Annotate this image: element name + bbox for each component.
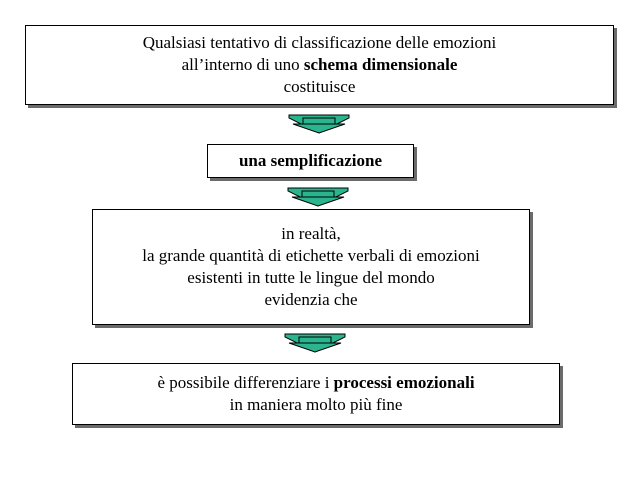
statement-1-line-2	[182, 54, 458, 76]
flow-arrow-3	[283, 333, 347, 353]
statement-1-line-3: costituisce	[283, 77, 356, 96]
statement-3-line-3: esistenti in tutte le lingue del mondo	[187, 268, 435, 287]
flow-arrow-1	[287, 114, 351, 134]
statement-box-1	[25, 25, 614, 105]
statement-2-emphasis: una semplificazione	[238, 151, 383, 170]
statement-3-line-4: evidenzia che	[264, 290, 358, 309]
statement-4-line-1-text: è possibile differenziare i	[157, 373, 334, 392]
statement-3-line-1: in realtà,	[281, 224, 341, 243]
statement-2-text	[239, 150, 382, 172]
statement-box-2	[207, 144, 414, 178]
statement-3-line-2: la grande quantità di etichette verbali di emozioni	[142, 246, 480, 265]
statement-1-line-2-text: all’interno di uno	[181, 55, 304, 74]
statement-1-line-1: Qualsiasi tentativo di classificazione delle emozioni	[142, 33, 497, 52]
statement-box-4	[72, 363, 560, 425]
flow-arrow-2	[286, 187, 350, 207]
statement-4-emphasis: processi emozionali	[333, 373, 475, 392]
statement-1-emphasis: schema dimensionale	[303, 55, 458, 74]
statement-4-line-2: in maniera molto più fine	[229, 395, 403, 414]
statement-4-line-1	[157, 372, 474, 394]
statement-box-3	[92, 209, 530, 325]
